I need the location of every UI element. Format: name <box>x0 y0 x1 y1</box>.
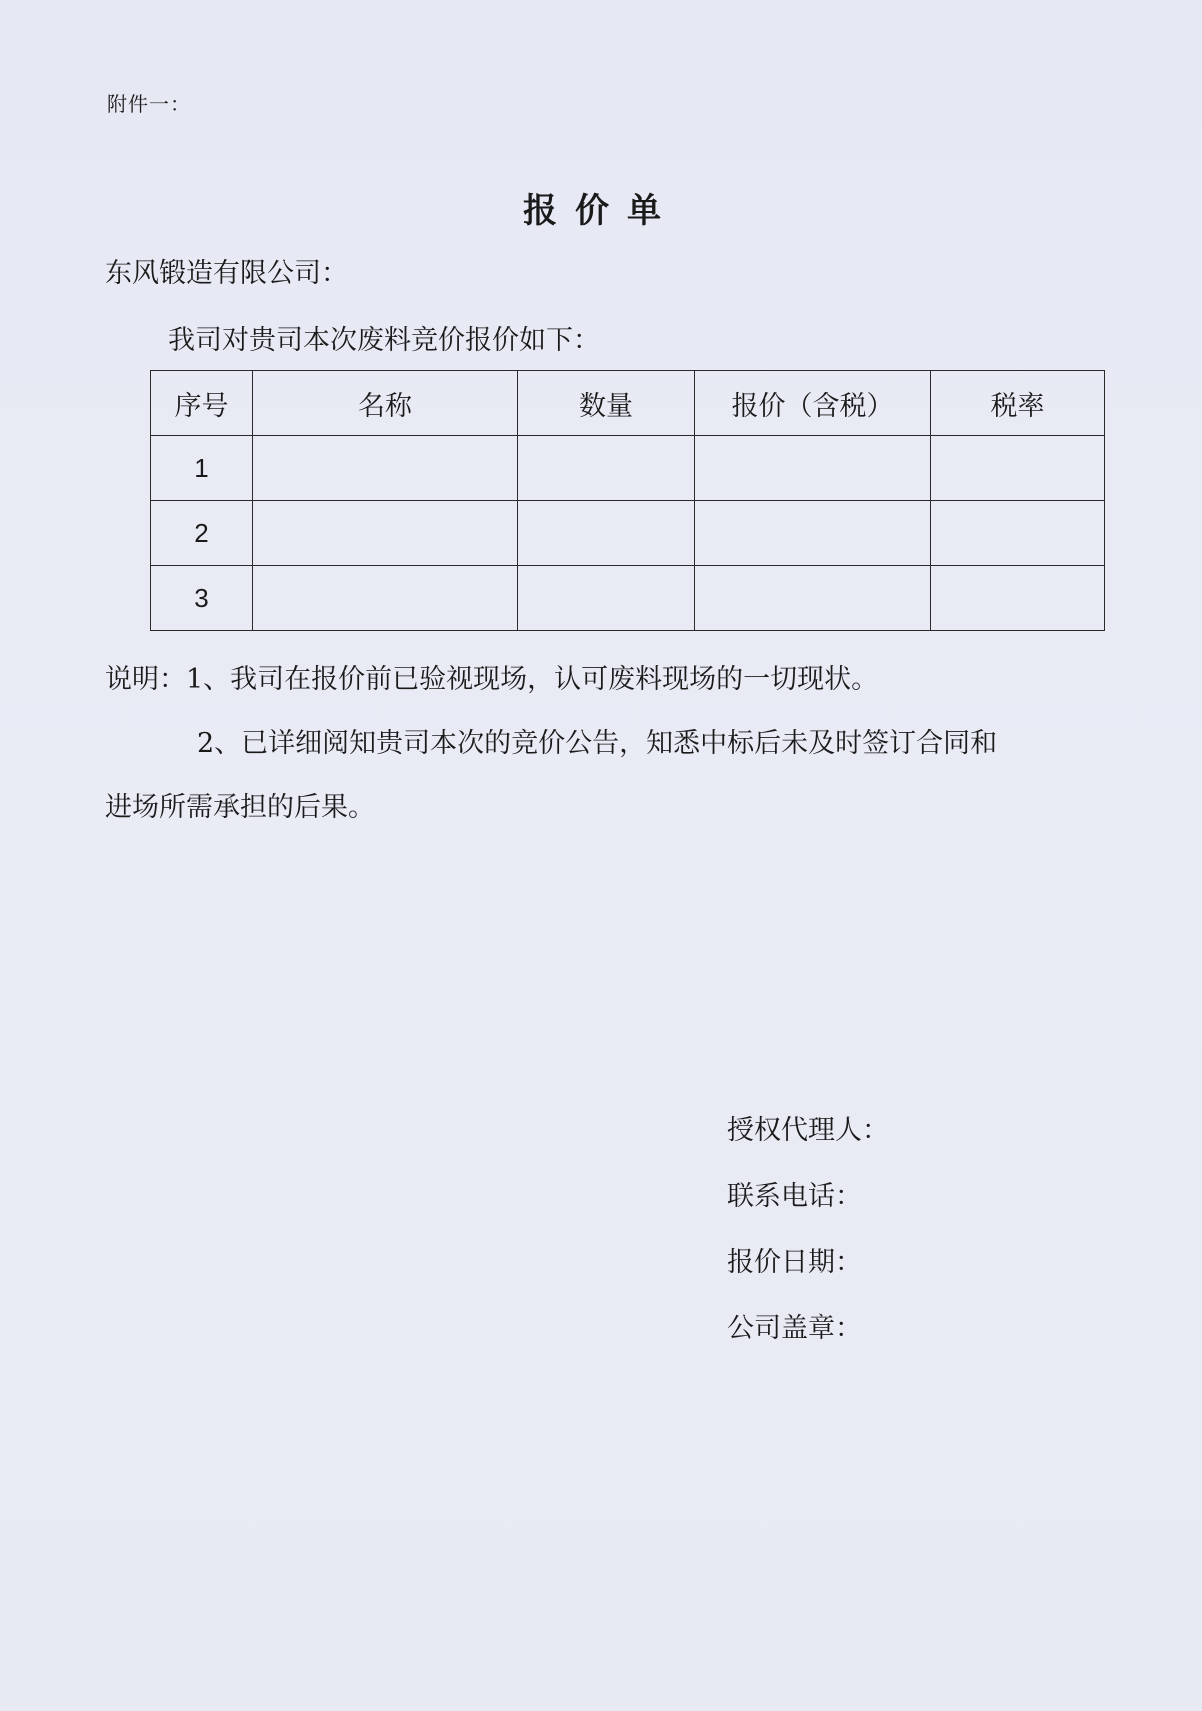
cell-name[interactable] <box>253 501 518 566</box>
header-index: 序号 <box>151 371 253 436</box>
cell-tax-rate[interactable] <box>931 566 1105 631</box>
cell-price[interactable] <box>695 436 931 501</box>
cell-index: 2 <box>151 501 253 566</box>
note-line-2: 2、已详细阅知贵司本次的竞价公告，知悉中标后未及时签订合同和 <box>197 728 998 759</box>
cell-name[interactable] <box>253 436 518 501</box>
company-seal-label: 公司盖章： <box>727 1313 862 1344</box>
header-name: 名称 <box>253 371 518 436</box>
notes-section <box>105 648 1105 840</box>
quote-date-label: 报价日期： <box>727 1247 862 1278</box>
cell-name[interactable] <box>253 566 518 631</box>
quote-table <box>150 370 1105 631</box>
cell-price[interactable] <box>695 566 931 631</box>
signature-block <box>727 1098 889 1362</box>
cell-index: 3 <box>151 566 253 631</box>
header-tax-rate: 税率 <box>931 371 1105 436</box>
cell-index: 1 <box>151 436 253 501</box>
authorized-agent-label: 授权代理人： <box>727 1115 889 1146</box>
cell-tax-rate[interactable] <box>931 501 1105 566</box>
header-quantity: 数量 <box>518 371 695 436</box>
table-header-row <box>151 371 1105 436</box>
cell-quantity[interactable] <box>518 436 695 501</box>
cell-price[interactable] <box>695 501 931 566</box>
table-row <box>151 566 1105 631</box>
table-row <box>151 501 1105 566</box>
intro-text: 我司对贵司本次废料竞价报价如下： <box>168 325 600 356</box>
cell-quantity[interactable] <box>518 566 695 631</box>
attachment-label: 附件一： <box>107 92 191 116</box>
document-title: 报价单 <box>523 191 679 231</box>
note-line-3: 进场所需承担的后果。 <box>105 792 375 823</box>
note-line-1: 说明：1、我司在报价前已验视现场，认可废料现场的一切现状。 <box>105 664 879 695</box>
table-row <box>151 436 1105 501</box>
cell-tax-rate[interactable] <box>931 436 1105 501</box>
cell-quantity[interactable] <box>518 501 695 566</box>
header-price-incl-tax: 报价（含税） <box>695 371 931 436</box>
addressee: 东风锻造有限公司： <box>105 258 348 289</box>
contact-phone-label: 联系电话： <box>727 1181 862 1212</box>
